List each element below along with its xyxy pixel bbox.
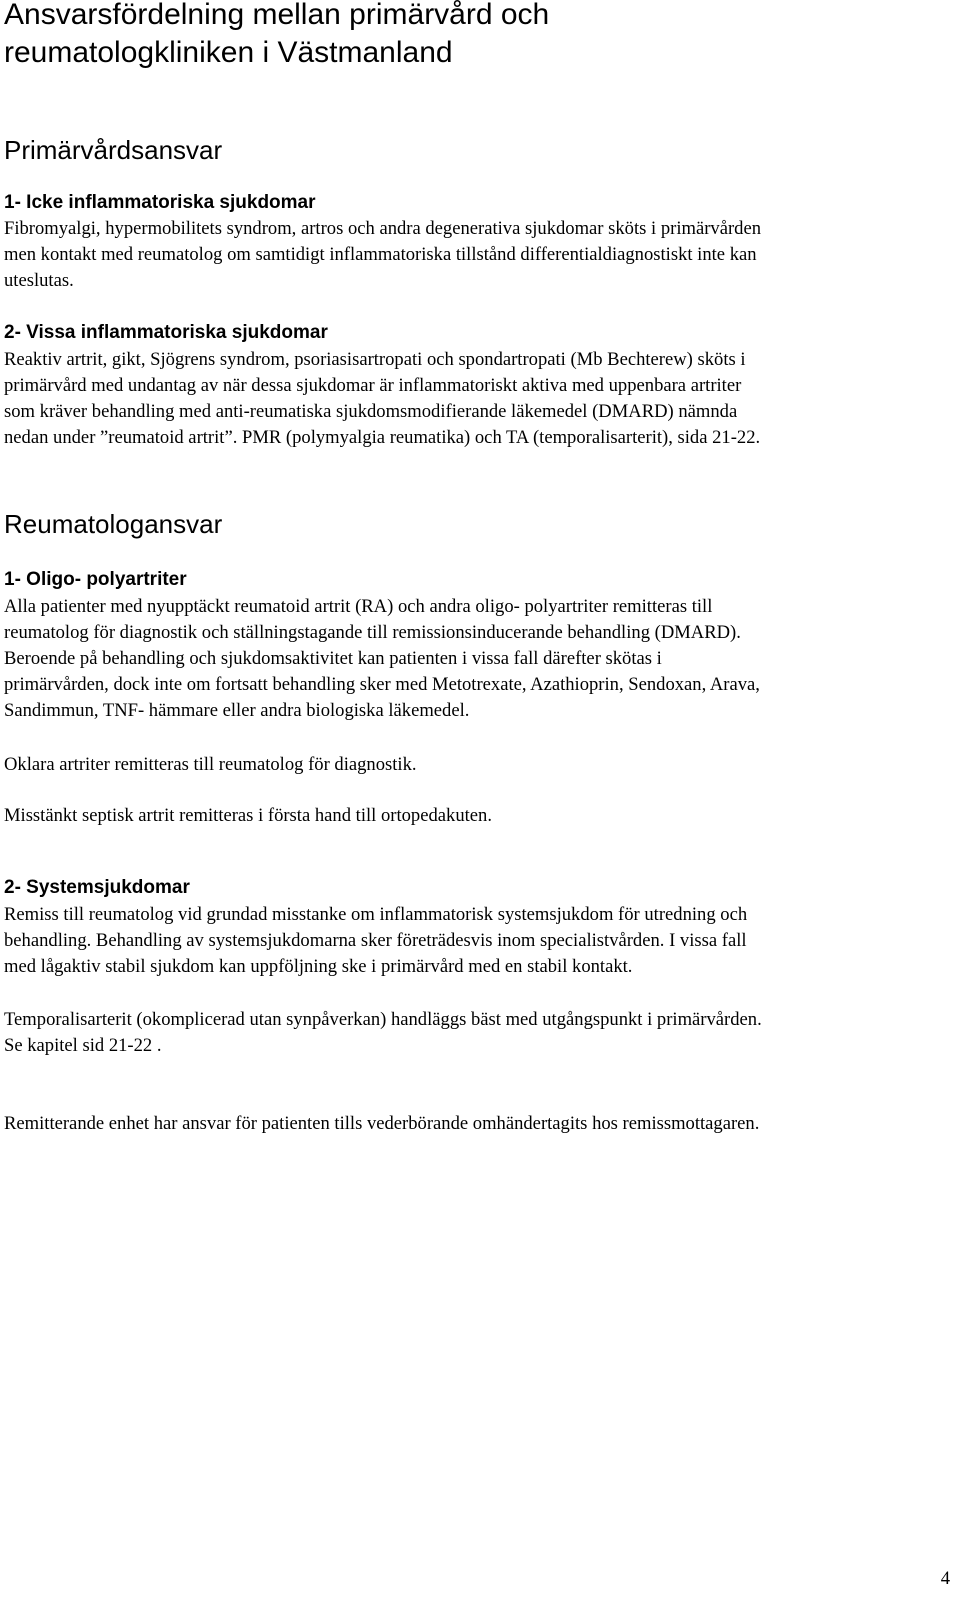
paragraph-line: Reaktiv artrit, gikt, Sjögrens syndrom, psoriasisartropati och spondartropati (Mb Bechterew) sköts i	[4, 349, 746, 370]
rheumatology-section-1-paragraph	[4, 594, 944, 724]
paragraph-line: behandling. Behandling av systemsjukdomarna sker företrädesvis inom specialistvården. I vissa fall	[4, 930, 747, 951]
paragraph-line: med lågaktiv stabil sjukdom kan uppföljning ske i primärvård med en stabil kontakt.	[4, 956, 633, 977]
rheumatology-section-1-heading: 1- Oligo- polyartriter	[4, 569, 187, 590]
paragraph-line: Beroende på behandling och sjukdomsaktivitet kan patienten i vissa fall därefter skötas i	[4, 648, 662, 669]
closing-paragraph	[4, 1111, 944, 1137]
paragraph-line: uteslutas.	[4, 270, 74, 291]
paragraph-line: men kontakt med reumatolog om samtidigt inflammatoriska tillstånd differentialdiagnostiskt inte kan	[4, 244, 757, 265]
rheumatology-heading: Reumatologansvar	[4, 509, 223, 539]
document-title-line-2: reumatologkliniken i Västmanland	[4, 36, 453, 69]
primary-section-1-paragraph	[4, 216, 944, 294]
primary-section-2-paragraph	[4, 347, 944, 451]
paragraph-line: Oklara artriter remitteras till reumatolog för diagnostik.	[4, 754, 417, 775]
paragraph-line: reumatolog för diagnostik och ställningstagande till remissionsinducerande behandling (DMARD).	[4, 622, 741, 643]
paragraph-line: Se kapitel sid 21-22 .	[4, 1035, 162, 1056]
paragraph-line: primärvård med undantag av när dessa sjukdomar är inflammatoriskt aktiva med uppenbara artriter	[4, 375, 742, 396]
paragraph-line: Remitterande enhet har ansvar för patienten tills vederbörande omhändertagits hos remissmottagaren.	[4, 1113, 760, 1134]
document-title-line-1: Ansvarsfördelning mellan primärvård och	[4, 0, 550, 31]
rheumatology-section-2-paragraph-2	[4, 1007, 944, 1059]
paragraph-line: Fibromyalgi, hypermobilitets syndrom, artros och andra degenerativa sjukdomar sköts i primärvården	[4, 218, 761, 239]
paragraph-line: primärvården, dock inte om fortsatt behandling sker med Metotrexate, Azathioprin, Sendoxan, Arava,	[4, 674, 760, 695]
paragraph-line: som kräver behandling med anti-reumatiska sjukdomsmodifierande läkemedel (DMARD) nämnda	[4, 401, 738, 422]
paragraph-line: Alla patienter med nyupptäckt reumatoid artrit (RA) och andra oligo- polyartriter remitteras till	[4, 596, 713, 617]
paragraph-line: Remiss till reumatolog vid grundad misstanke om inflammatorisk systemsjukdom för utredning och	[4, 904, 748, 925]
rheumatology-section-1-paragraph-2	[4, 752, 944, 778]
page-number: 4	[940, 1568, 950, 1589]
paragraph-line: Temporalisarterit (okomplicerad utan synpåverkan) handläggs bäst med utgångspunkt i primärvården.	[4, 1009, 762, 1030]
paragraph-line: Sandimmun, TNF- hämmare eller andra biologiska läkemedel.	[4, 700, 470, 721]
paragraph-line: Misstänkt septisk artrit remitteras i första hand till ortopedakuten.	[4, 805, 492, 826]
primary-section-1-heading: 1- Icke inflammatoriska sjukdomar	[4, 192, 316, 213]
primary-care-heading: Primärvårdsansvar	[4, 135, 223, 165]
paragraph-line: nedan under ”reumatoid artrit”. PMR (polymyalgia reumatika) och TA (temporalisarterit), sida 21-22.	[4, 427, 761, 448]
primary-section-2-heading: 2- Vissa inflammatoriska sjukdomar	[4, 322, 328, 343]
rheumatology-section-2-heading: 2- Systemsjukdomar	[4, 877, 190, 898]
rheumatology-section-2-paragraph	[4, 902, 944, 980]
rheumatology-section-1-paragraph-3	[4, 803, 944, 829]
